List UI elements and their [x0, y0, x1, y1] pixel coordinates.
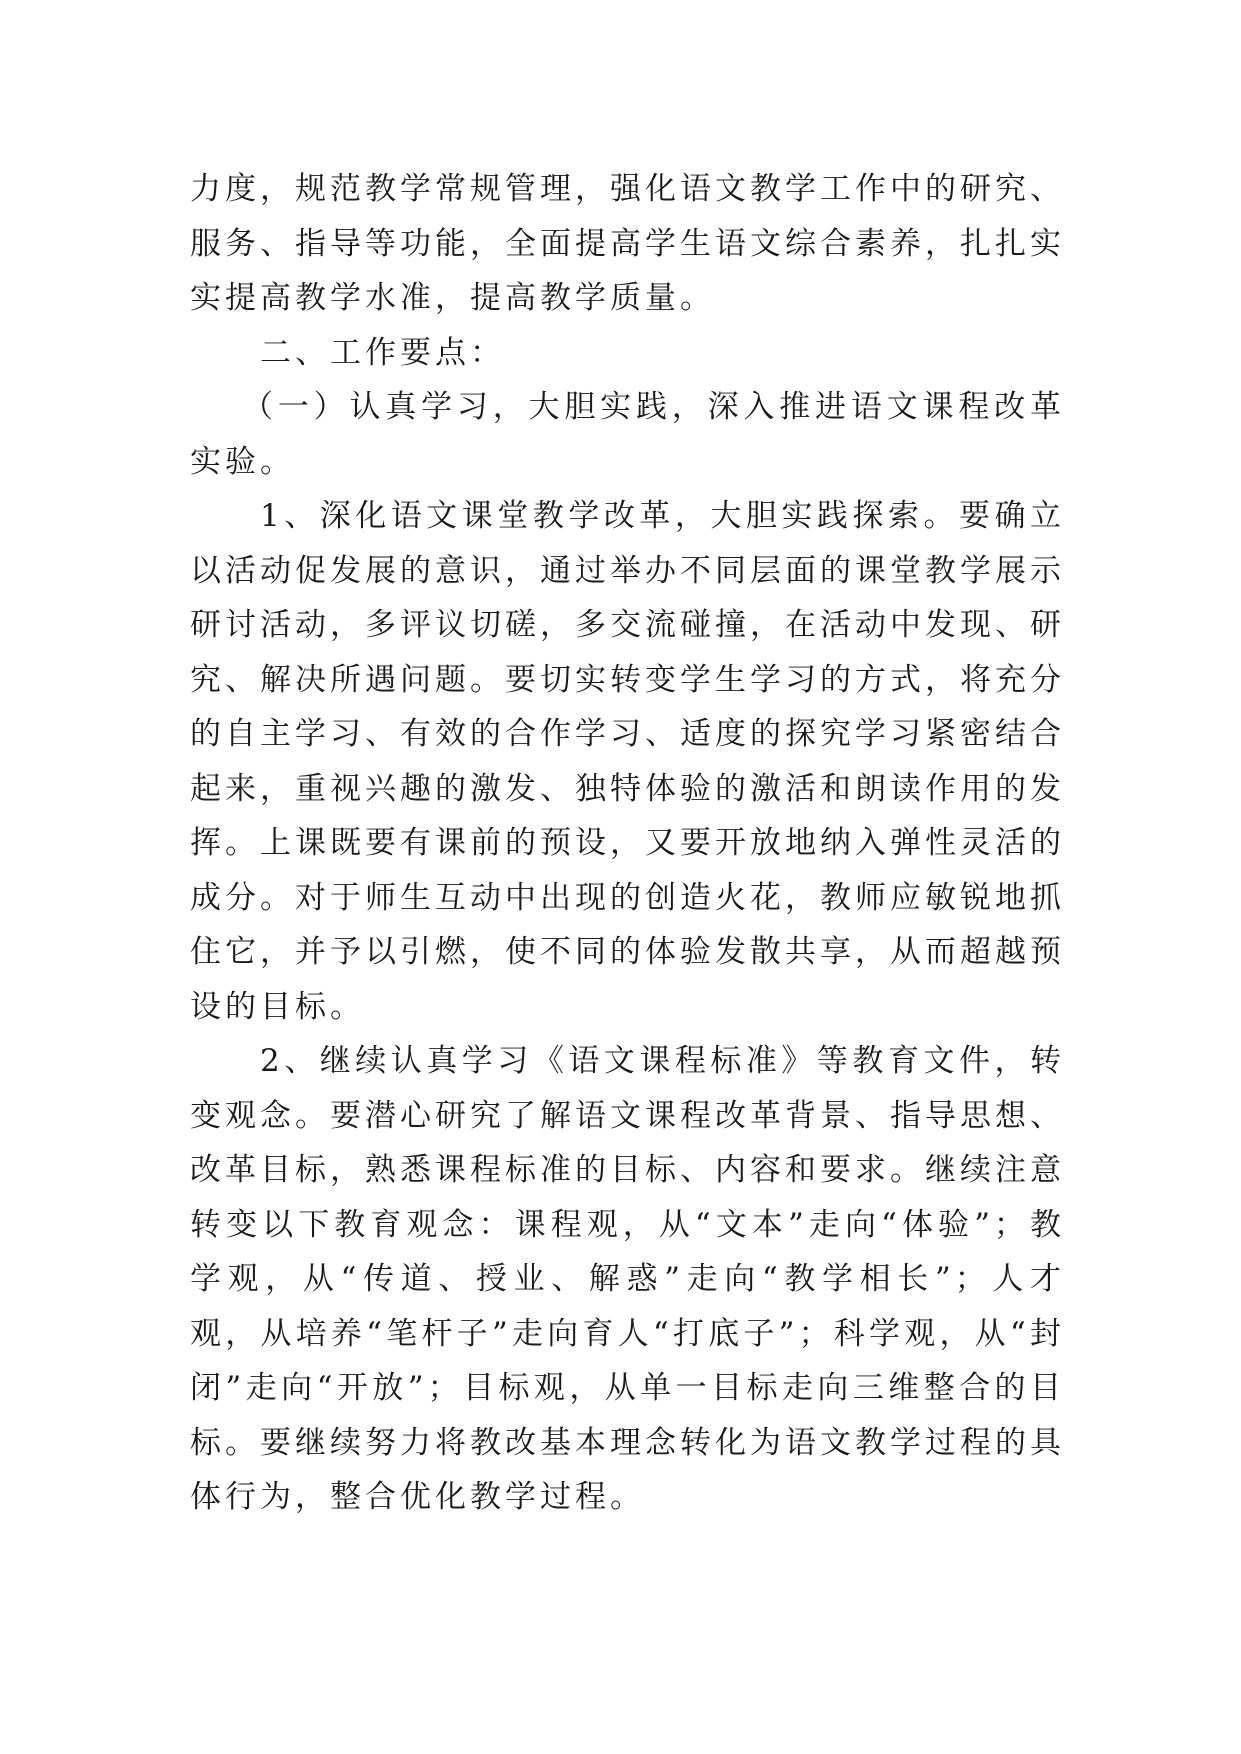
paragraph-item-1: 1、深化语文课堂教学改革，大胆实践探索。要确立以活动促发展的意识，通过举办不同层面的课堂教学展示研讨活动，多评议切磋，多交流碰撞，在活动中发现、研究、解决所遇问题。要切实转变学生学习的方式，将充分的自主学习、有效的合作学习、适度的探究学习紧密结合起来，重视兴趣的激发、独特体验的激活和朗读作用的发挥。上课既要有课前的预设，又要开放地纳入弹性灵活的成分。对于师生互动中出现的创造火花，教师应敏锐地抓住它，并予以引燃，使不同的体验发散共享，从而超越预设的目标。	[190, 498, 1065, 1025]
paragraph-item-2: 2、继续认真学习《语文课程标准》等教育文件，转变观念。要潜心研究了解语文课程改革背景、指导思想、改革目标，熟悉课程标准的目标、内容和要求。继续注意转变以下教育观念：课程观，从“文本”走向“体验”；教学观，从“传道、授业、解惑”走向“教学相长”；人才观，从培养“笔杆子”走向育人“打底子”；科学观，从“封闭”走向“开放”；目标观，从单一目标走向三维整合的目标。要继续努力将教改基本理念转化为语文教学过程的具体行为，整合优化教学过程。	[190, 1043, 1065, 1515]
subsection-heading-one: （一）认真学习，大胆实践，深入推进语文课程改革实验。	[190, 389, 1065, 480]
document-body	[190, 162, 1065, 1525]
section-heading-work-points: 二、工作要点：	[260, 334, 505, 371]
paragraph-continuation: 力度，规范教学常规管理，强化语文教学工作中的研究、服务、指导等功能，全面提高学生语文综合素养，扎扎实实提高教学水准，提高教学质量。	[190, 171, 1065, 316]
